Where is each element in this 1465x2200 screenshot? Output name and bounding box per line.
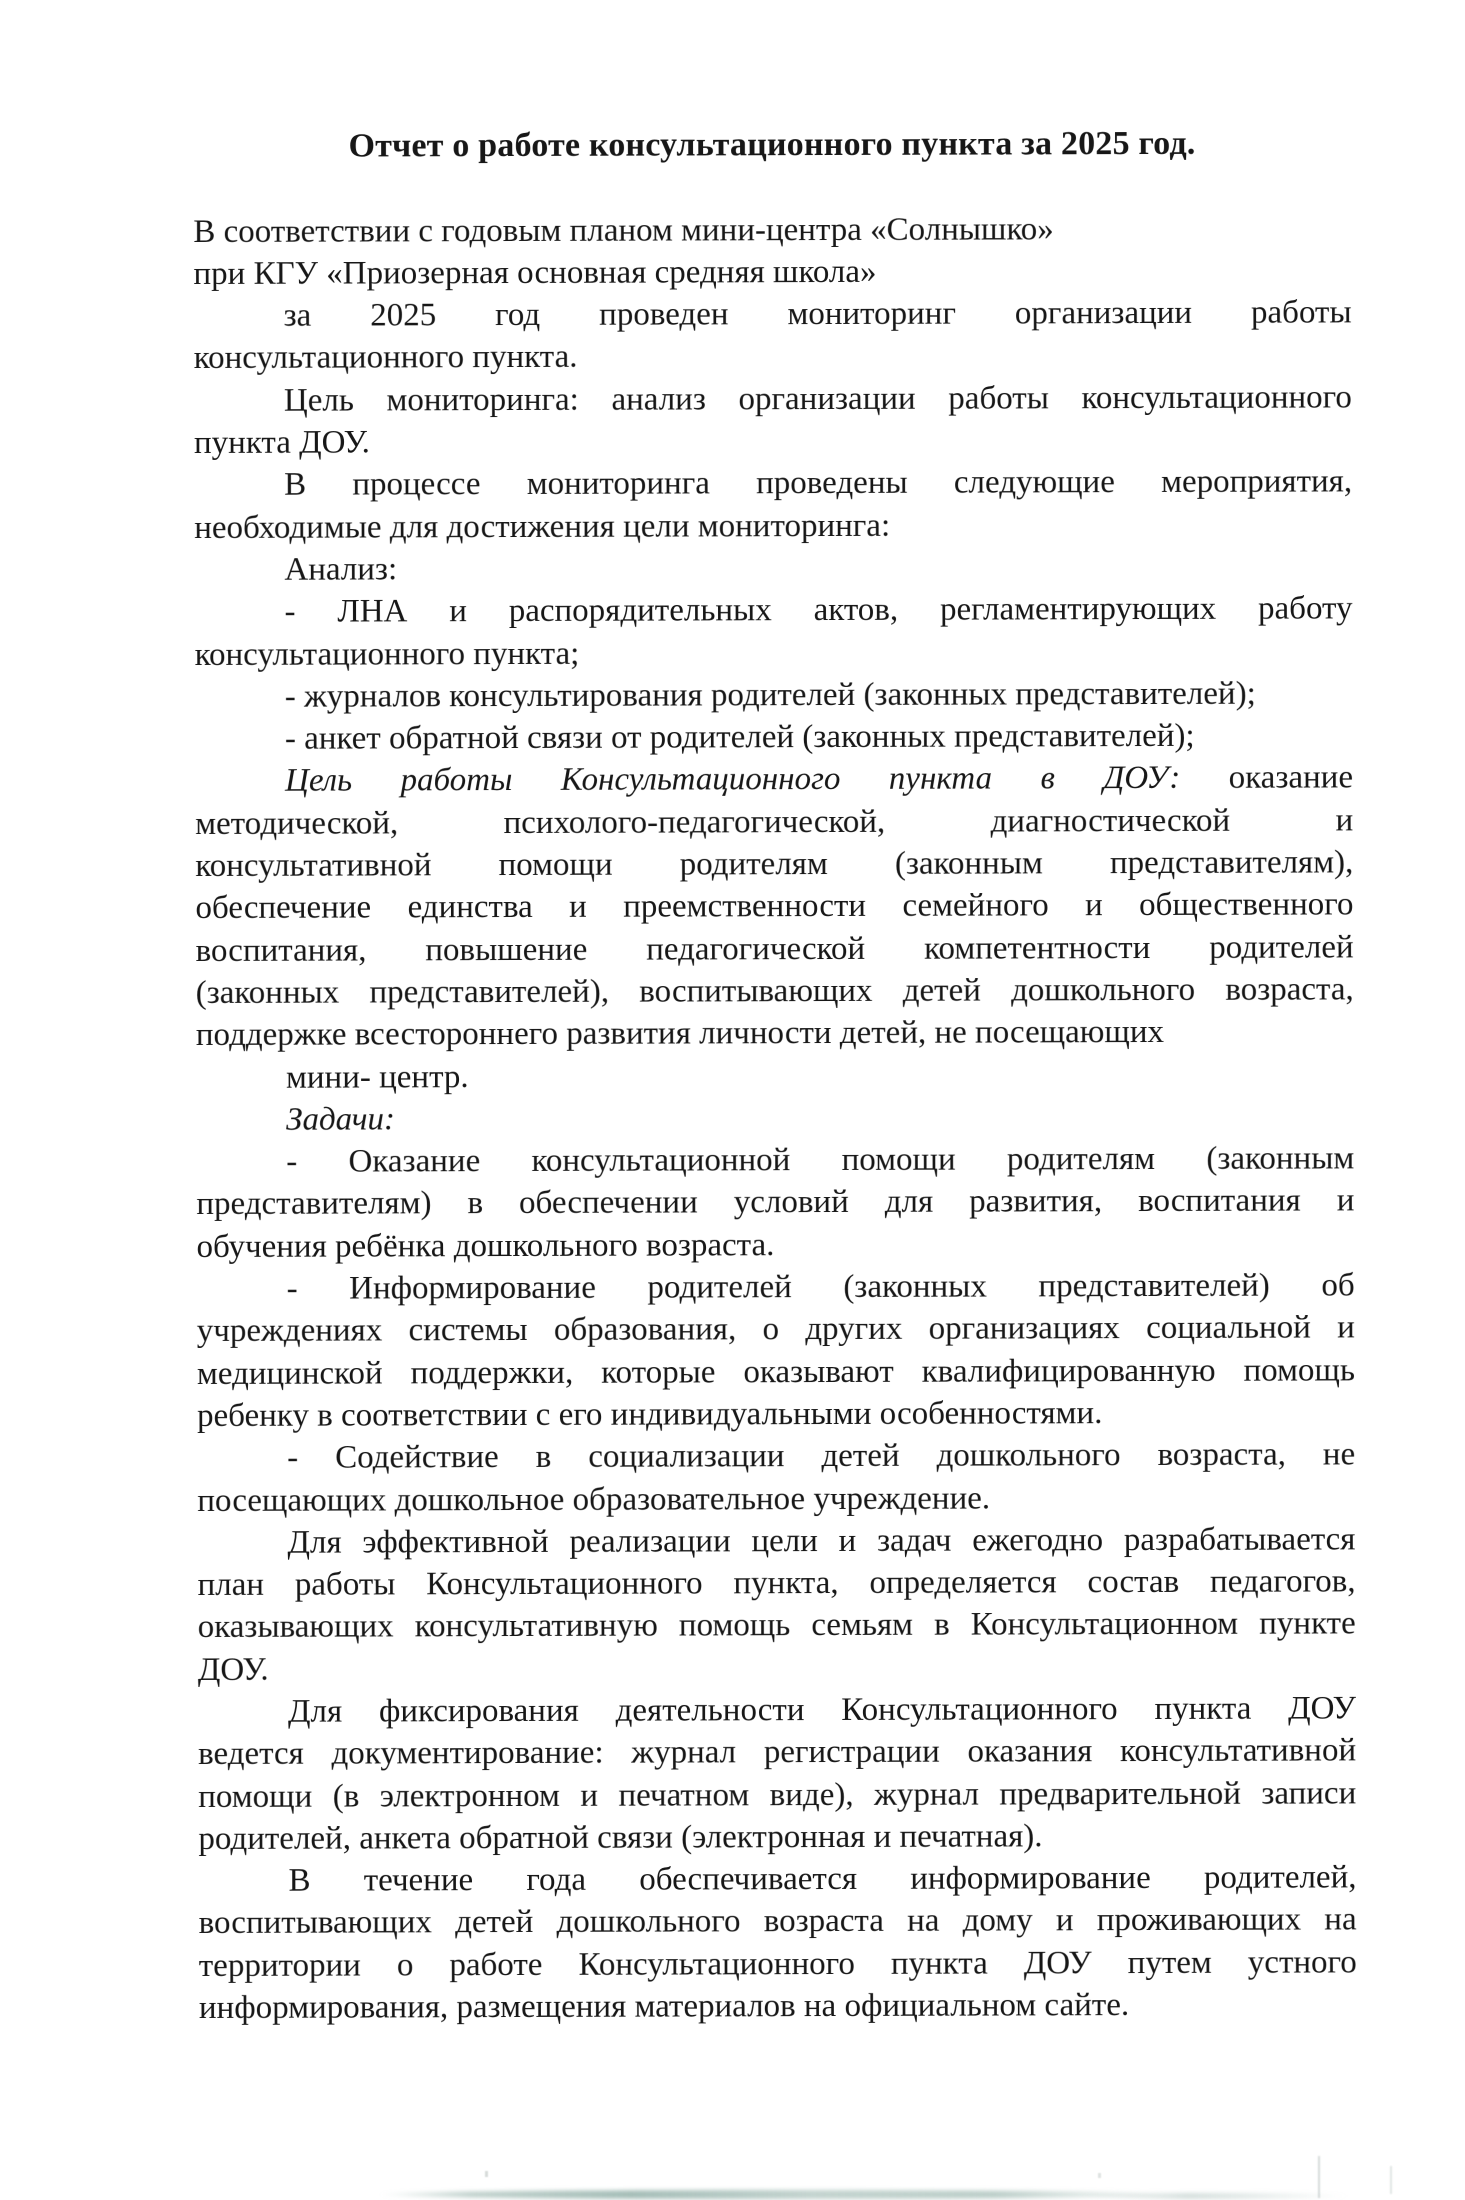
scanner-speck bbox=[1098, 2173, 1101, 2178]
text-line: ДОУ. bbox=[197, 1651, 269, 1688]
text-line: методической, психолого-педагогической, диагностической и bbox=[195, 802, 1354, 842]
page-title: Отчет о работе консультационного пункта за 2025 год. bbox=[348, 124, 1196, 165]
text-line: при КГУ «Приозерная основная средняя школа» bbox=[193, 253, 877, 292]
text-line: Цель мониторинга: анализ организации работы консультационного bbox=[283, 379, 1352, 419]
scanner-scratch bbox=[1318, 2156, 1320, 2198]
text-line: - журналов консультирования родителей (законных представителей); bbox=[284, 675, 1256, 715]
text-line: территории о работе Консультационного пункта ДОУ путем устного bbox=[198, 1944, 1357, 1984]
text-line: В соответствии с годовым планом мини-центра «Солнышко» bbox=[193, 210, 1054, 250]
text-line: (законных представителей), воспитывающих детей дошкольного возраста, bbox=[195, 971, 1354, 1011]
text-line: обучения ребёнка дошкольного возраста. bbox=[196, 1226, 775, 1265]
text-line: консультативной помощи родителям (законным представителям), bbox=[195, 844, 1354, 885]
scanner-scratch bbox=[1390, 2166, 1392, 2194]
text-line: план работы Консультационного пункта, определяется состав педагогов, bbox=[197, 1563, 1356, 1604]
text-line: необходимые для достижения цели мониторинга: bbox=[194, 507, 891, 546]
scanner-smudge bbox=[378, 2190, 1168, 2199]
text-line: Задачи: bbox=[286, 1101, 396, 1138]
text-line: Для фиксирования деятельности Консультационного пункта ДОУ bbox=[287, 1690, 1357, 1730]
text-line: мини- центр. bbox=[285, 1058, 469, 1096]
text-line: учреждениях системы образования, о других организациях социальной и bbox=[196, 1309, 1355, 1350]
text-line: информирования, размещения материалов на официальном сайте. bbox=[198, 1987, 1130, 2027]
text-line bbox=[195, 757, 1353, 803]
text-line: посещающих дошкольное образовательное учреждение. bbox=[197, 1480, 991, 1519]
text-line: помощи (в электронном и печатном виде), журнал предварительной записи bbox=[198, 1774, 1357, 1815]
text-segment: Цель работы Консультационного пункта в ДОУ: bbox=[285, 760, 1181, 800]
text-line: обеспечение единства и преемственности семейного и общественного bbox=[195, 886, 1354, 927]
text-line: - ЛНА и распорядительных актов, регламентирующих работу bbox=[284, 590, 1353, 630]
text-line: - анкет обратной связи от родителей (законных представителей); bbox=[284, 718, 1195, 757]
text-line: представителям) в обеспечении условий для развития, воспитания и bbox=[196, 1182, 1355, 1223]
text-line: воспитывающих детей дошкольного возраста на дому и проживающих на bbox=[198, 1901, 1357, 1942]
scanner-smudge-tail bbox=[1080, 2193, 1350, 2199]
text-line: - Информирование родителей (законных представителей) об bbox=[286, 1267, 1355, 1307]
text-line: В процессе мониторинга проведены следующие мероприятия, bbox=[284, 463, 1353, 504]
text-line: пункта ДОУ. bbox=[193, 424, 370, 462]
text-line: Анализ: bbox=[284, 551, 398, 588]
text-line: - Оказание консультационной помощи родителям (законным bbox=[286, 1140, 1355, 1180]
text-line: медицинской поддержки, которые оказывают квалифицированную помощь bbox=[196, 1351, 1355, 1392]
text-line: консультационного пункта. bbox=[193, 339, 578, 377]
text-line: за 2025 год проведен мониторинг организации работы bbox=[283, 294, 1352, 334]
text-line: родителей, анкета обратной связи (электронная и печатная). bbox=[198, 1818, 1043, 1857]
text-line: - Содействие в социализации детей дошкольного возраста, не bbox=[287, 1436, 1356, 1476]
text-line: Для эффективной реализации цели и задач ежегодно разрабатывается bbox=[287, 1521, 1356, 1561]
text-line: ведется документирование: журнал регистрации оказания консультативной bbox=[198, 1732, 1357, 1773]
text-line: поддержке всестороннего развития личности детей, не посещающих bbox=[195, 1014, 1165, 1054]
text-segment: оказание bbox=[1180, 759, 1354, 797]
text-line: В течение года обеспечивается информирование родителей, bbox=[288, 1859, 1357, 1899]
scanner-speck bbox=[485, 2171, 488, 2177]
text-line: консультационного пункта; bbox=[194, 635, 580, 673]
text-line: ребенку в соответствии с его индивидуальными особенностями. bbox=[196, 1395, 1103, 1434]
document-text-block bbox=[193, 122, 1357, 2029]
text-line: воспитания, повышение педагогической компетентности родителей bbox=[195, 928, 1354, 969]
document-body bbox=[193, 207, 1357, 2029]
text-line: оказывающих консультативную помощь семьям в Консультационном пункте bbox=[197, 1605, 1356, 1646]
